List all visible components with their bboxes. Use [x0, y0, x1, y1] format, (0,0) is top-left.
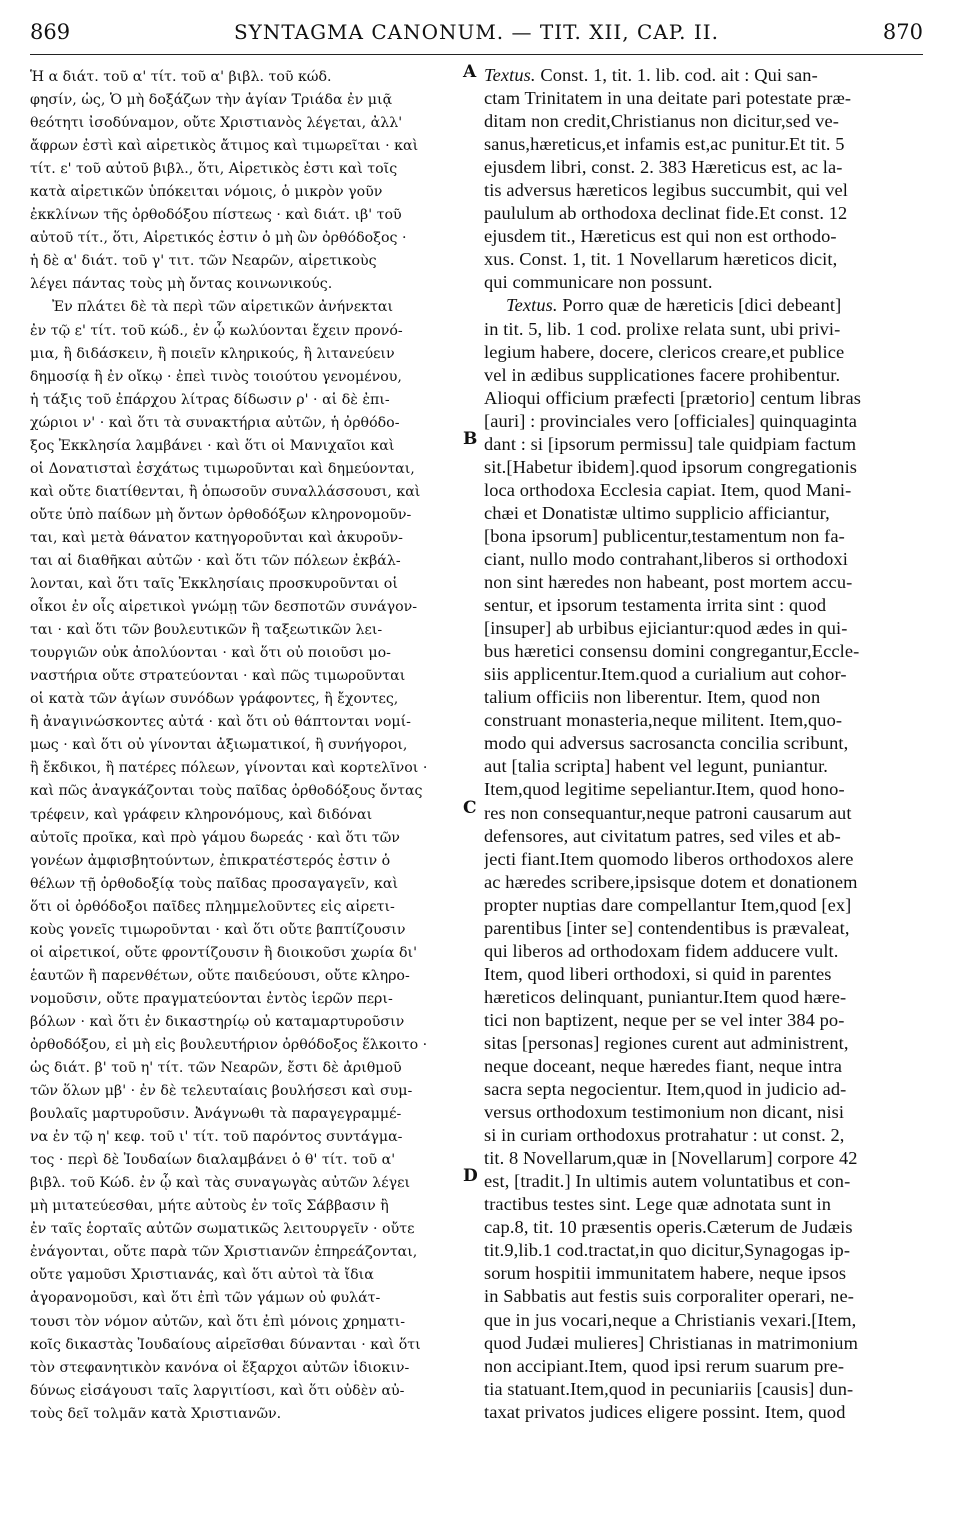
text-line: φησίν, ὡς, Ὁ μὴ δοξάζων τὴν ἁγίαν Τριάδα ἐν μιᾷ — [30, 92, 393, 109]
text-line: ejusdem tit., Hæreticus est qui non est orthodo- — [484, 226, 837, 247]
text-line: bus hæretici consensu domini congregantur,Eccle- — [484, 641, 860, 662]
running-title: SYNTAGMA CANONUM. — TIT. XII, CAP. II. — [233, 20, 720, 44]
text-line: ἑαυτῶν ἢ παρενθέτων, οὔτε παιδεύουσι, οὔτε κληρο- — [30, 967, 410, 984]
text-line: ἐν τῷ ε' τίτ. τοῦ κώδ., ἐν ᾧ κωλύονται ἔχειν προνό- — [30, 322, 403, 339]
text-line: ἢ ἀναγινώσκοντες αὐτά · καὶ ὅτι οὐ θάπτονται νομί- — [30, 714, 411, 731]
text-line: βιβλ. τοῦ Κώδ. ἐν ᾧ καὶ τὰς συναγωγὰς αὐτῶν λέγει — [30, 1175, 411, 1192]
text-line: ciant, nullo modo contrahant,liberos si orthodoxi — [484, 548, 848, 569]
text-line: οἶκοι ἐν οἷς αἱρετικοὶ γνώμῃ τῶν δεσποτῶν συνάγον- — [30, 599, 418, 616]
text-line: δύνως εἰσάγουσι ταῖς λαργιτίοσι, καὶ ὅτι οὐδὲν αὐ- — [30, 1382, 405, 1399]
text-line: [auri] : provinciales vero [officiales] quinquaginta — [484, 410, 858, 431]
text-line: tis adversus hæreticos legibus succumbit, qui vel — [484, 180, 848, 201]
margin-letter-a: A — [463, 62, 477, 82]
text-line: siis applicentur.Item.quod a curialium aut cohor- — [484, 664, 847, 685]
text-line: Item,quod legitime sepeliantur.Item, quod hono- — [484, 779, 845, 800]
text-line: ἐν ταῖς ἑορταῖς αὐτῶν σωματικῶς λειτουργεῖν · οὔτε — [30, 1221, 415, 1238]
text-line: χώριοι ν' · καὶ ὅτι τὰ συνακτήρια αὐτῶν, ἡ ὀρθόδο- — [30, 414, 400, 431]
text-line: οἱ αἱρετικοί, οὔτε φροντίζουσιν ἢ διοικοῦσι χωρία δι' — [30, 944, 417, 961]
text-line: ἄφρων ἐστὶ καὶ αἱρετικὸς ἄτιμος καὶ τιμωρεῖται · καὶ — [30, 138, 419, 155]
text-line: τουσι τὸν νόμον αὐτῶν, καὶ ὅτι ἐπὶ μόνοις χρηματι- — [30, 1313, 406, 1330]
text-line: sorum hospitii immunitatem habere, neque ipsos — [484, 1263, 847, 1284]
text-line: tia statuant.Item,quod in pecuniariis [causis] dun- — [484, 1378, 854, 1399]
text-line: tit. 8 Novellarum,quæ in [Novellarum] corpore 42 — [484, 1148, 858, 1169]
text-line: βουλαῖς μαρτυροῦσιν. Ἀνάγνωθι τὰ παραγεγραμμέ- — [30, 1106, 402, 1123]
text-line: ctam Trinitatem in una deitate pari potestate præ- — [484, 88, 852, 109]
text-line: τῶν ὅλων μβ' · ἐν δὲ τελευταίαις βουλήσεσι καὶ συμ- — [30, 1083, 413, 1100]
textus-label: Textus. — [484, 65, 536, 85]
text-line: ὅτι οἱ ὀρθόδοξοι παῖδες πλημμελοῦντες εἰς αἱρετι- — [30, 898, 395, 915]
latin-column — [484, 64, 924, 1424]
text-line: tici non baptizent, neque per se vel inter 384 po- — [484, 1009, 845, 1030]
text-line: μως · καὶ ὅτι οὐ γίνονται ἀξιωματικοί, ἢ συνήγοροι, — [30, 737, 408, 754]
latin-block-b — [484, 318, 924, 1424]
text-line: καὶ πῶς ἀναγκάζονται τοὺς παῖδας ὀρθοδόξους ὄντας — [30, 783, 423, 800]
text-line: quod Judæi mulieres] Christianas in matrimonium — [484, 1332, 859, 1353]
text-line: Alioqui officium præfecti [prætorio] centum libras — [484, 387, 861, 408]
text-line: ἐνάγονται, οὔτε παρὰ τῶν Χριστιανῶν ἐπηρεάζονται, — [30, 1244, 418, 1261]
text-line: οἱ κατὰ τῶν ἁγίων συνόδων γράφοντες, ἢ ἔχοντες, — [30, 691, 399, 708]
text-line: ὡς διάτ. β' τοῦ η' τίτ. τῶν Νεαρῶν, ἔστι δὲ ἀριθμοῦ — [30, 1060, 402, 1077]
text-line: αὐτοῖς προῖκα, καὶ πρὸ γάμου δωρεάς · καὶ ὅτι τῶν — [30, 829, 400, 846]
text-line: paululum ab orthodoxa declinat fide.Et const. 12 — [484, 203, 848, 224]
text-line: ditam non credit,Christianus non dicitur,sed ve- — [484, 111, 839, 132]
text-line: ἀγορανομοῦσι, καὶ ὅτι ἐπὶ τῶν γάμων οὐ φυλάτ- — [30, 1290, 381, 1307]
text-line: ac hæredes scribere,ipsisque dotem et donationem — [484, 871, 858, 892]
text-line: cap.8, tit. 10 præsentis operis.Cæterum de Judæis — [484, 1217, 853, 1238]
latin-line — [484, 294, 924, 317]
greek-column — [30, 66, 460, 1426]
text-line: que in jus vocari,neque a Christianis vexari.[Item, — [484, 1309, 857, 1330]
text-line: sit.[Habetur ibidem].quod ipsorum congregationis — [484, 456, 858, 477]
margin-letter-d: D — [463, 1166, 478, 1186]
text-line: τρέφειν, καὶ γράφειν κληρονόμους, καὶ διδόναι — [30, 806, 373, 823]
text-line: dant : si [ipsorum permissu] tale quidpiam factum — [484, 433, 857, 454]
text-line: Ἐν πλάτει δὲ τὰ περὶ τῶν αἱρετικῶν ἀνήνεκται — [52, 299, 394, 316]
margin-letter-c: C — [463, 798, 477, 818]
text-line: defensores, aut civitatum patres, sed viles et ab- — [484, 825, 841, 846]
text-line: versus orthodoxum testimonium non dicant, nisi — [484, 1102, 845, 1123]
text-line: ὀρθοδόξου, εἰ μὴ εἰς βουλευτήριον ὀρθόδοξος ἕλκοιτο · — [30, 1036, 428, 1053]
text-line: neque doceant, neque hæredes fiant, neque intra — [484, 1056, 843, 1077]
text-line: talium officiis non liberentur. Item, quod non — [484, 687, 821, 708]
margin-letter-b: B — [463, 429, 478, 449]
text-line: tit.9,lib.1 cod.tractat,in quo dicitur,Synagogas ip- — [484, 1240, 851, 1261]
text-line: κοὺς γονεῖς τιμωροῦνται · καὶ ὅτι οὔτε βαπτίζουσιν — [30, 921, 406, 938]
text-line: chæi et Donatistæ ultimo supplicio afficiantur, — [484, 502, 830, 523]
text-line: non sint hæredes non habeant, post mortem accu- — [484, 572, 853, 593]
text-line: ἡ τάξις τοῦ ἐπάρχου λίτρας δίδωσιν ρ' · αἱ δὲ ἐπι- — [30, 391, 390, 408]
page-header — [30, 14, 923, 55]
text-line: tractibus testes sint. Lege quæ adnotata sunt in — [484, 1194, 832, 1215]
text-line: sentur, et ipsorum testamenta irrita sint : quod — [484, 595, 827, 616]
text-line: Ἡ α διάτ. τοῦ α' τίτ. τοῦ α' βιβλ. τοῦ κώδ. — [30, 69, 332, 85]
text-line: taxat privatos judices eligere possint. Item, quod — [484, 1401, 846, 1422]
text-line: ται · καὶ ὅτι τῶν βουλευτικῶν ἢ ταξεωτικῶν λει- — [30, 622, 383, 639]
text-line: in Sabbatis aut festis suis corporaliter operari, ne- — [484, 1286, 854, 1307]
text-line: κοῖς δικαστὰς Ἰουδαίους αἱρεῖσθαι δύνανται · καὶ ὅτι — [30, 1336, 421, 1353]
text-line: δημοσίᾳ ἢ ἐν οἴκῳ · ἐπεὶ τινὸς τοιούτου γενομένου, — [30, 368, 402, 385]
text-line: γονέων ἀμφισβητούντων, ἐπικρατέστερός ἐστιν ὁ — [30, 852, 391, 869]
text-line: [insuper] ab urbibus ejiciantur:quod ædes in qui- — [484, 618, 848, 639]
text-line: θεότητι ἰσοδύναμον, οὔτε Χριστιανὸς λέγεται, ἀλλ' — [30, 115, 403, 132]
text-line: res non consequantur,neque patroni causarum aut — [484, 802, 852, 823]
text-line: est, [tradit.] In ultimis autem voluntatibus et con- — [484, 1171, 851, 1192]
latin-line-text: Const. 1, tit. 1. lib. cod. ait : Qui san- — [535, 65, 818, 85]
text-line: τοὺς δεῖ τολμᾶν κατὰ Χριστιανῶν. — [30, 1405, 282, 1422]
text-line: jecti fiant.Item quomodo liberos orthodoxos alere — [484, 848, 854, 869]
text-line: hæreticos delinquant, puniantur.Item quod hære- — [484, 986, 847, 1007]
page-number-left: 869 — [30, 20, 71, 44]
text-line: θέλων τῇ ὀρθοδοξίᾳ τοὺς παῖδας προσαγαγεῖν, καὶ — [30, 875, 399, 892]
text-line: construant monasteria,neque militent. Item,quo- — [484, 710, 843, 731]
text-line: in tit. 5, lib. 1 cod. prolixe relata sunt, ubi privi- — [484, 318, 841, 339]
text-line: βόλων · καὶ ὅτι ἐν δικαστηρίῳ οὐ καταμαρτυροῦσιν — [30, 1013, 405, 1030]
text-line: sanus,hæreticus,et infamis est,ac punitur.Et tit. 5 — [484, 134, 845, 155]
text-line: τίτ. ε' τοῦ αὐτοῦ βιβλ., ὅτι, Αἱρετικὸς ἐστι καὶ τοῖς — [30, 161, 398, 178]
text-line: ναστήρια οὔτε στρατεύονται · καὶ πῶς τιμωροῦνται — [30, 668, 406, 685]
latin-block-a — [484, 87, 924, 294]
page-number-right: 870 — [882, 20, 923, 44]
text-line: να ἐν τῷ η' κεφ. τοῦ ι' τίτ. τοῦ παρόντος συντάγμα- — [30, 1129, 403, 1146]
text-line: καὶ οὔτε διατίθενται, ἢ ὁπωσοῦν συναλλάσσουσι, καὶ — [30, 483, 421, 500]
text-line: τος · περὶ δὲ Ἰουδαίων διαλαμβάνει ὁ θ' τίτ. τοῦ α' — [30, 1152, 396, 1169]
text-line: λονται, καὶ ὅτι ταῖς Ἐκκλησίαις προσκυροῦνται οἱ — [30, 576, 398, 593]
text-line: μὴ μιτατεύεσθαι, μήτε αὐτοὺς ἐν τοῖς Σάββασιν ἢ — [30, 1198, 389, 1215]
text-line: ejusdem libri, const. 2. 383 Hæreticus est, ac la- — [484, 157, 843, 178]
text-line: xus. Const. 1, tit. 1 Novellarum hæreticos dicit, — [484, 249, 838, 270]
text-line: τὸν στεφανητικὸν κανόνα οἱ ἔξαρχοι αὐτῶν ἰδιοκιν- — [30, 1359, 410, 1376]
text-line: sacra septa negocientur. Item,quod in judicio ad- — [484, 1079, 847, 1100]
text-line: τουργιῶν οὐκ ἀπολύονται · καὶ ὅτι οὐ ποιοῦσι μο- — [30, 645, 391, 662]
text-line: loca orthodoxa Ecclesia capiat. Item, quod Mani- — [484, 479, 852, 500]
text-line: οὔτε ὑπὸ παίδων μὴ ὄντων ὀρθοδόξων κληρονομοῦν- — [30, 506, 412, 523]
text-line: sitas [personas] regiones curent aut administrent, — [484, 1032, 849, 1053]
text-line: Item, quod liberi orthodoxi, si quid in parentes — [484, 963, 832, 984]
text-line: κατὰ αἱρετικῶν ὑπόκειται νόμοις, ὁ μικρὸν γοῦν — [30, 184, 383, 201]
text-line: οὔτε γαμοῦσι Χριστιανάς, καὶ ὅτι αὐτοὶ τὰ ἴδια — [30, 1267, 374, 1284]
latin-line-text: Porro quæ de hæreticis [dici debeant] — [557, 295, 842, 316]
latin-line — [484, 64, 924, 87]
text-line: qui communicare non possunt. — [484, 272, 713, 293]
text-line: parentibus [inter se] contendentibus is prævaleat, — [484, 917, 850, 938]
text-line: modo qui adversus sacrosancta concilia scribunt, — [484, 733, 849, 754]
text-line: legium habere, docere, clericos creare,et publice — [484, 341, 845, 362]
text-line: aut [talia scripta] habent vel legunt, puniantur. — [484, 756, 828, 777]
text-line: propter nuptias dare compellantur Item,quod [ex] — [484, 894, 852, 915]
text-line: οἱ Δονατισταὶ ἐσχάτως τιμωροῦνται καὶ δημεύονται, — [30, 460, 415, 477]
text-line: non accipiant.Item, quod ipsi rerum suarum pre- — [484, 1355, 845, 1376]
text-line: ται αἱ διαθῆκαι αὐτῶν · καὶ ὅτι τῶν πόλεων ἐκβάλ- — [30, 552, 401, 569]
text-line: νομοῦσιν, οὔτε πραγματεύονται ἐντὸς ἱερῶν περι- — [30, 990, 393, 1007]
text-line: μια, ἢ διδάσκειν, ἢ ποιεῖν κληρικούς, ἢ λιτανεύειν — [30, 345, 395, 362]
text-line: αὐτοῦ τίτ., ὅτι, Αἱρετικός ἐστιν ὁ μὴ ὢν ὀρθόδοξος · — [30, 230, 407, 247]
text-line: ξος Ἐκκλησία λαμβάνει · καὶ ὅτι οἱ Μανιχαῖοι καὶ — [30, 437, 395, 454]
textus-label: Textus. — [506, 295, 558, 316]
text-line: vel in ædibus supplicationes facere prohibentur. — [484, 364, 841, 385]
text-line: ἡ δὲ α' διάτ. τοῦ γ' τιτ. τῶν Νεαρῶν, αἱρετικοὺς — [30, 253, 377, 270]
text-line: λέγει πάντας τοὺς μὴ ὄντας κοινωνικούς. — [30, 276, 333, 293]
text-line: ἢ ἔκδικοι, ἢ πατέρες πόλεων, γίνονται καὶ κορτελῖνοι · — [30, 760, 428, 777]
text-line: [bona ipsorum] publicentur,testamentum non fa- — [484, 525, 845, 546]
text-line: ται, καὶ μετὰ θάνατον κατηγοροῦνται καὶ ἀκυροῦν- — [30, 529, 403, 546]
text-line: qui liberos ad orthodoxam fidem adducere vult. — [484, 940, 839, 961]
text-line: si in curiam orthodoxus protrahatur : ut const. 2, — [484, 1125, 845, 1146]
text-line: ἐκκλίνων τῆς ὀρθοδόξου πίστεως · καὶ διάτ. ιβ' τοῦ — [30, 207, 402, 224]
